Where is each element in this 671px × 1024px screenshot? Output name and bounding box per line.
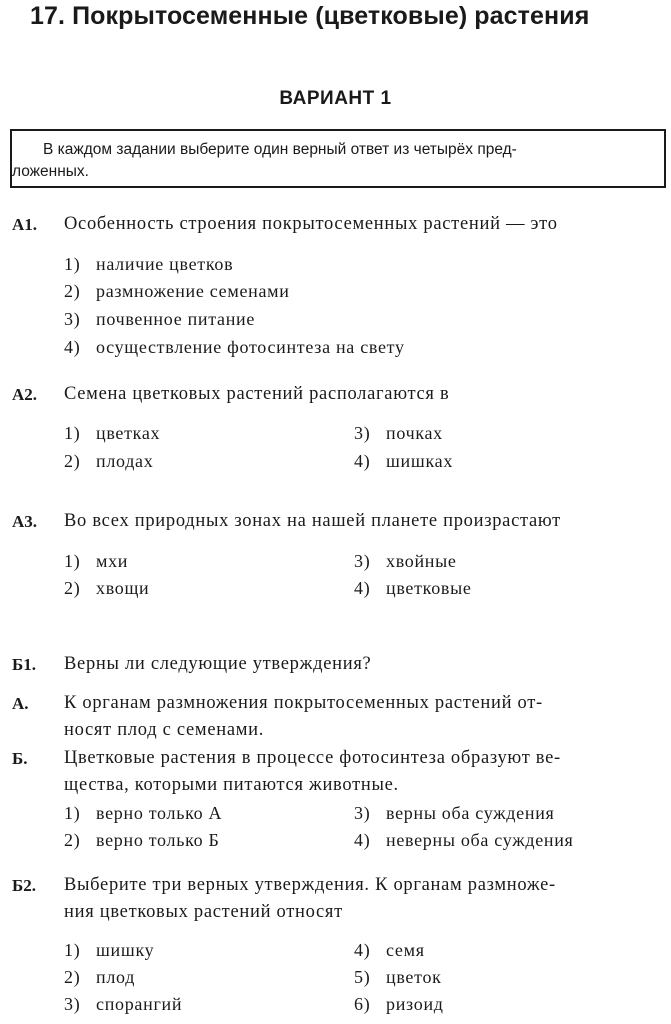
answer-option[interactable]: 3) верны оба суждения: [354, 803, 555, 823]
answer-option[interactable]: 2) хвощи: [64, 578, 150, 598]
answer-option[interactable]: 2) размножение семенами: [64, 281, 290, 301]
answer-option[interactable]: 3) почках: [354, 423, 443, 443]
answer-option[interactable]: 3) почвенное питание: [64, 309, 256, 329]
answer-option[interactable]: 1) мхи: [64, 551, 129, 571]
question-text-b2: ния цветковых растений относят: [64, 902, 343, 922]
statement-label-a: А.: [12, 694, 29, 713]
answer-option[interactable]: 5) цветок: [354, 967, 442, 987]
answer-option[interactable]: 4) цветковые: [354, 578, 472, 598]
statement-a-line: носят плод с семенами.: [64, 720, 265, 740]
answer-option[interactable]: 2) плод: [64, 967, 136, 987]
statement-b-line: щества, которыми питаются животные.: [64, 775, 399, 795]
question-text-a3: Во всех природных зонах на нашей планете произрастают: [64, 511, 561, 531]
variant-title: ВАРИАНТ 1: [279, 88, 392, 109]
question-label-a3: А3.: [12, 512, 38, 531]
question-text-b2: Выберите три верных утверждения. К органам размноже-: [64, 875, 556, 895]
question-text-a1: Особенность строения покрытосеменных растений — это: [64, 214, 558, 234]
answer-option[interactable]: 4) осуществление фотосинтеза на свету: [64, 337, 405, 357]
page-title: 17. Покрытосеменные (цветковые) растения: [30, 2, 590, 30]
question-label-b1: Б1.: [12, 655, 36, 674]
answer-option[interactable]: 1) верно только А: [64, 803, 223, 823]
answer-option[interactable]: 4) семя: [354, 940, 425, 960]
answer-option[interactable]: 3) спорангий: [64, 994, 183, 1014]
statement-a-line: К органам размножения покрытосеменных растений от-: [64, 693, 543, 713]
instructions-box: [10, 129, 666, 188]
answer-option[interactable]: 6) ризоид: [354, 994, 444, 1014]
instructions-line: ложенных.: [12, 163, 89, 180]
answer-option[interactable]: 1) цветках: [64, 423, 161, 443]
statement-label-b: Б.: [12, 749, 28, 768]
question-text-a2: Семена цветковых растений располагаются в: [64, 384, 450, 404]
answer-option[interactable]: 4) шишках: [354, 451, 454, 471]
question-label-a2: А2.: [12, 385, 38, 404]
instructions-line: В каждом задании выберите один верный ответ из четырёх пред-: [43, 141, 517, 158]
answer-option[interactable]: 1) наличие цветков: [64, 254, 234, 274]
answer-option[interactable]: 3) хвойные: [354, 551, 457, 571]
question-label-b2: Б2.: [12, 876, 36, 895]
statement-b-line: Цветковые растения в процессе фотосинтеза образуют ве-: [64, 748, 561, 768]
answer-option[interactable]: 1) шишку: [64, 940, 155, 960]
question-text-b1: Верны ли следующие утверждения?: [64, 654, 372, 674]
answer-option[interactable]: 2) плодах: [64, 451, 154, 471]
answer-option[interactable]: 4) неверны оба суждения: [354, 830, 574, 850]
answer-option[interactable]: 2) верно только Б: [64, 830, 220, 850]
question-label-a1: А1.: [12, 215, 38, 234]
